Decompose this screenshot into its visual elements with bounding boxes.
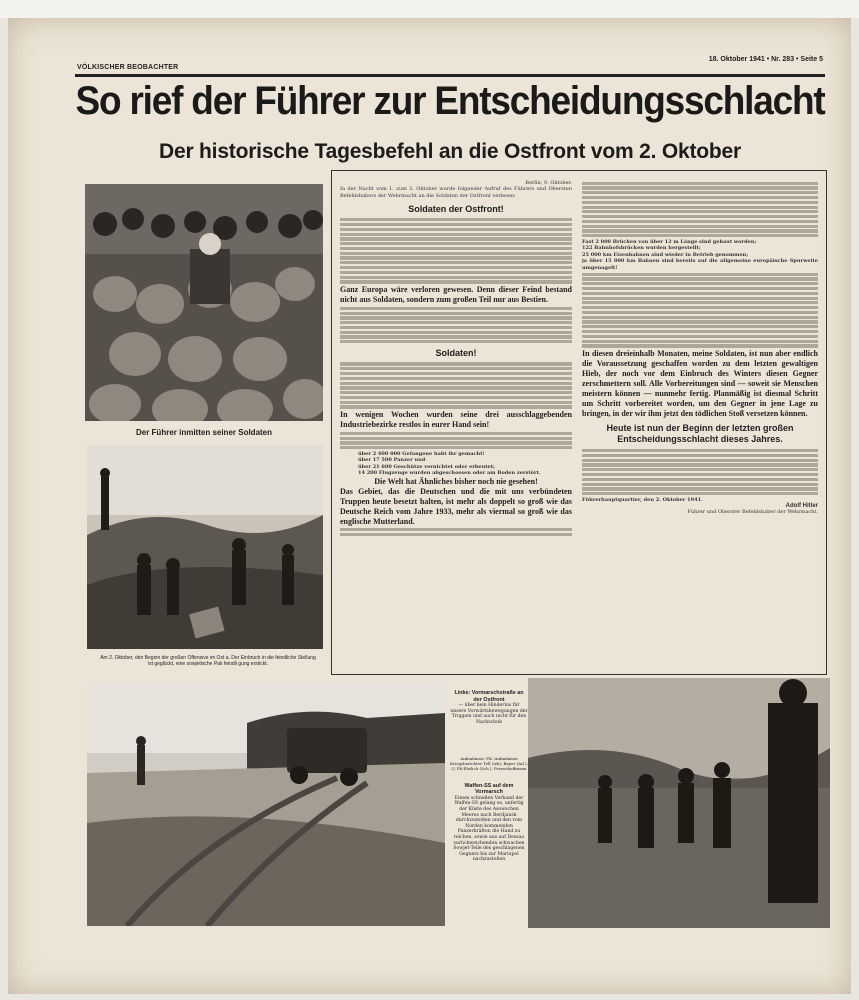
text-line	[582, 225, 818, 228]
text-line	[340, 247, 572, 250]
text-line	[582, 297, 818, 300]
heading-entscheidungsschlacht: Heute ist nun der Beginn der letzten großen Entscheidungsschlacht dieses Jahres.	[606, 423, 794, 445]
salutation: Soldaten der Ostfront!	[408, 204, 504, 215]
text-line	[582, 215, 818, 218]
text-line	[582, 454, 818, 457]
text-line	[340, 271, 572, 274]
sidebar-text-1: — über kein Hindernis für unsere Vorwärtsbewegungen der Truppen und auch nicht für den Nachschub	[450, 703, 528, 725]
text-line	[582, 206, 818, 209]
text-line	[582, 306, 818, 309]
sidebar-text-2: Einem schnellen Verband der Waffen-SS gelang es, unfertig der Küste des Asowschen Meeres nach Berdjansk durchzustoßen und den vom Norden kommenden Panzerkräften die Hand zu reichen, sowie aus auf Dessau zurückweichenden schwachen Sowjet-Teile des geschlagenen Gegners bis zur Mariupol nachzustoßen	[453, 795, 525, 863]
text-line	[340, 335, 572, 338]
text-line	[340, 528, 572, 531]
text-line	[582, 473, 818, 476]
text-line	[340, 326, 572, 329]
signature-title: Führer und Oberster Befehlshaber der Wehrmacht.	[687, 509, 818, 516]
figure-line: ja über 15 000 km Bahnen sind bereits auf die allgemeine europäische Spurweite umgenagelt!	[582, 258, 818, 271]
text-line	[582, 292, 818, 295]
headline: So rief der Führer zur Entscheidungsschlacht	[75, 78, 825, 123]
article-column-2	[582, 180, 818, 670]
text-line	[340, 362, 572, 365]
text-line	[582, 478, 818, 481]
text-line	[340, 252, 572, 255]
text-line	[582, 301, 818, 304]
figure-line: 14 200 Flugzeuge wurden abgeschossen oder am Boden zerstört.	[358, 470, 541, 477]
text-line	[582, 340, 818, 343]
text-line	[340, 256, 572, 259]
text-line	[340, 280, 572, 283]
bold-paragraph-1: Ganz Europa wäre verloren gewesen. Denn dieser Feind bestand nicht aus Soldaten, sondern zum großen Teil nur aus Bestien.	[340, 285, 572, 305]
text-line	[582, 273, 818, 276]
text-line	[340, 340, 572, 343]
text-line	[582, 325, 818, 328]
masthead	[75, 56, 825, 77]
text-line	[340, 446, 572, 449]
text-line	[340, 401, 572, 404]
paper-name: VÖLKISCHER BEOBACHTER	[77, 64, 179, 71]
text-line	[582, 234, 818, 237]
background-wall	[0, 0, 859, 18]
photo1-caption: Der Führer inmitten seiner Soldaten	[135, 428, 273, 437]
text-line	[340, 276, 572, 279]
sidebar-captions	[450, 690, 528, 925]
text-line	[340, 266, 572, 269]
text-line	[582, 449, 818, 452]
bold-paragraph-col2: In diesen dreieinhalb Monaten, meine Soldaten, ist nun aber endlich die Voraussetzung geschaffen worden zu dem letzten gewaltigen Hieb, der noch vor dem Einbruch des Winters diesen Gegner zerschmettern soll. Alle Vorbereitungen sind — soweit sie Menschen meistern können — nunmehr fertig. Planmäßig ist diesmal Schritt um Schritt vorbereitet worden, um den Gegner in jene Lage zu bringen, in der wir ihm jetzt den tödlichen Stoß versetzen können.	[582, 349, 818, 419]
text-line	[582, 229, 818, 232]
text-line	[340, 237, 572, 240]
text-line	[340, 437, 572, 440]
photo-supply-road	[87, 683, 445, 926]
text-line	[582, 196, 818, 199]
bold-paragraph-2: In wenigen Wochen wurden seine drei ausschlaggebenden Industriebezirke restlos in eurer Hand sein!	[340, 410, 572, 430]
figure-line: über 21 600 Geschütze vernichtet oder erbeutet;	[358, 463, 495, 470]
bold-paragraph-4: Das Gebiet, das die Deutschen und die mit uns verbündeten Truppen heute besetzt halten, ist mehr als doppelt so groß wie das Deutsche Reich vom Jahre 1933, mehr als viermal so groß wie das englische Mutterland.	[340, 486, 572, 526]
text-line	[340, 377, 572, 380]
text-line	[340, 233, 572, 236]
photo2-caption: Am 2. Oktober, den Beginn der großen Offensive im Ost a. Der Einbruch in die feindliche Stellung ist geglückt, eine sowjetische Pak feindli gung erstickt.	[100, 655, 316, 667]
text-line	[340, 228, 572, 231]
figure-line: Fast 2 000 Brücken von über 12 m Länge sind gebaut worden;	[582, 238, 757, 245]
text-line	[582, 182, 818, 185]
text-line	[582, 468, 818, 471]
sidebar-heading-2: Waffen-SS auf dem Vormarsch	[464, 782, 514, 796]
text-line	[340, 382, 572, 385]
article-intro: In der Nacht vom 1. zum 2. Oktober wurde folgender Aufruf des Führers und Obersten Befehlshabers der Wehrmacht an die Soldaten der Ostfront verlesen:	[340, 186, 572, 199]
heading-soldaten: Soldaten!	[435, 348, 477, 359]
text-line	[340, 432, 572, 435]
text-line	[582, 492, 818, 495]
signature: Adolf Hitler	[785, 503, 818, 510]
text-line	[582, 210, 818, 213]
text-line	[340, 218, 572, 221]
text-line	[340, 533, 572, 536]
text-line	[582, 191, 818, 194]
text-line	[582, 316, 818, 319]
text-line	[582, 220, 818, 223]
place-date: Führerhauptquartier, den 2. Oktober 1941.	[582, 496, 703, 503]
text-line	[582, 282, 818, 285]
text-line	[340, 405, 572, 408]
text-line	[582, 463, 818, 466]
photo-credits: Aufnahmen: PK.-Aufnahmen Kriegsberichter Tell (wb), Bayer (Atl.), (2 PK-Ehrlich (Sch.), Pressehoffmann	[450, 755, 528, 771]
sidebar-heading-1: Linke: Vormarschstraße an der Ostfront	[454, 690, 524, 703]
text-line	[582, 201, 818, 204]
photo-fuehrer-with-soldiers	[85, 184, 323, 421]
text-line	[582, 320, 818, 323]
bold-paragraph-3: Die Welt hat Ähnliches bisher noch nie gesehen!	[374, 476, 538, 486]
text-line	[582, 311, 818, 314]
text-line	[582, 287, 818, 290]
text-line	[340, 312, 572, 315]
text-line	[340, 223, 572, 226]
text-line	[340, 331, 572, 334]
text-line	[340, 261, 572, 264]
photo-waffen-ss-advance	[528, 678, 830, 928]
text-line	[340, 441, 572, 444]
photo-offensive-soldiers	[87, 445, 323, 649]
text-line	[582, 487, 818, 490]
text-line	[340, 386, 572, 389]
text-line	[582, 330, 818, 333]
text-line	[340, 391, 572, 394]
figure-line: 25 000 km Eisenbahnen sind wieder in Betrieb genommen;	[582, 251, 749, 258]
figure-line: über 17 500 Panzer und	[358, 457, 426, 464]
article-column-1	[340, 180, 572, 670]
text-line	[340, 396, 572, 399]
text-line	[340, 367, 572, 370]
text-line	[340, 372, 572, 375]
figure-line: 122 Bahnhofsbrücken wurden hergestellt;	[582, 245, 701, 252]
text-line	[340, 316, 572, 319]
text-line	[582, 277, 818, 280]
text-line	[582, 344, 818, 347]
text-line	[340, 242, 572, 245]
dateline: Berlin, 9. Oktober.	[525, 180, 572, 186]
subheadline: Der historische Tagesbefehl an die Ostfront vom 2. Oktober	[159, 140, 741, 163]
text-line	[340, 321, 572, 324]
text-line	[340, 307, 572, 310]
text-line	[582, 186, 818, 189]
figure-line: über 2 400 000 Gefangene habt ihr gemacht!	[358, 450, 485, 457]
text-line	[582, 335, 818, 338]
text-line	[582, 483, 818, 486]
text-line	[582, 459, 818, 462]
issue-info: 18. Oktober 1941 • Nr. 283 • Seite 5	[708, 56, 823, 63]
